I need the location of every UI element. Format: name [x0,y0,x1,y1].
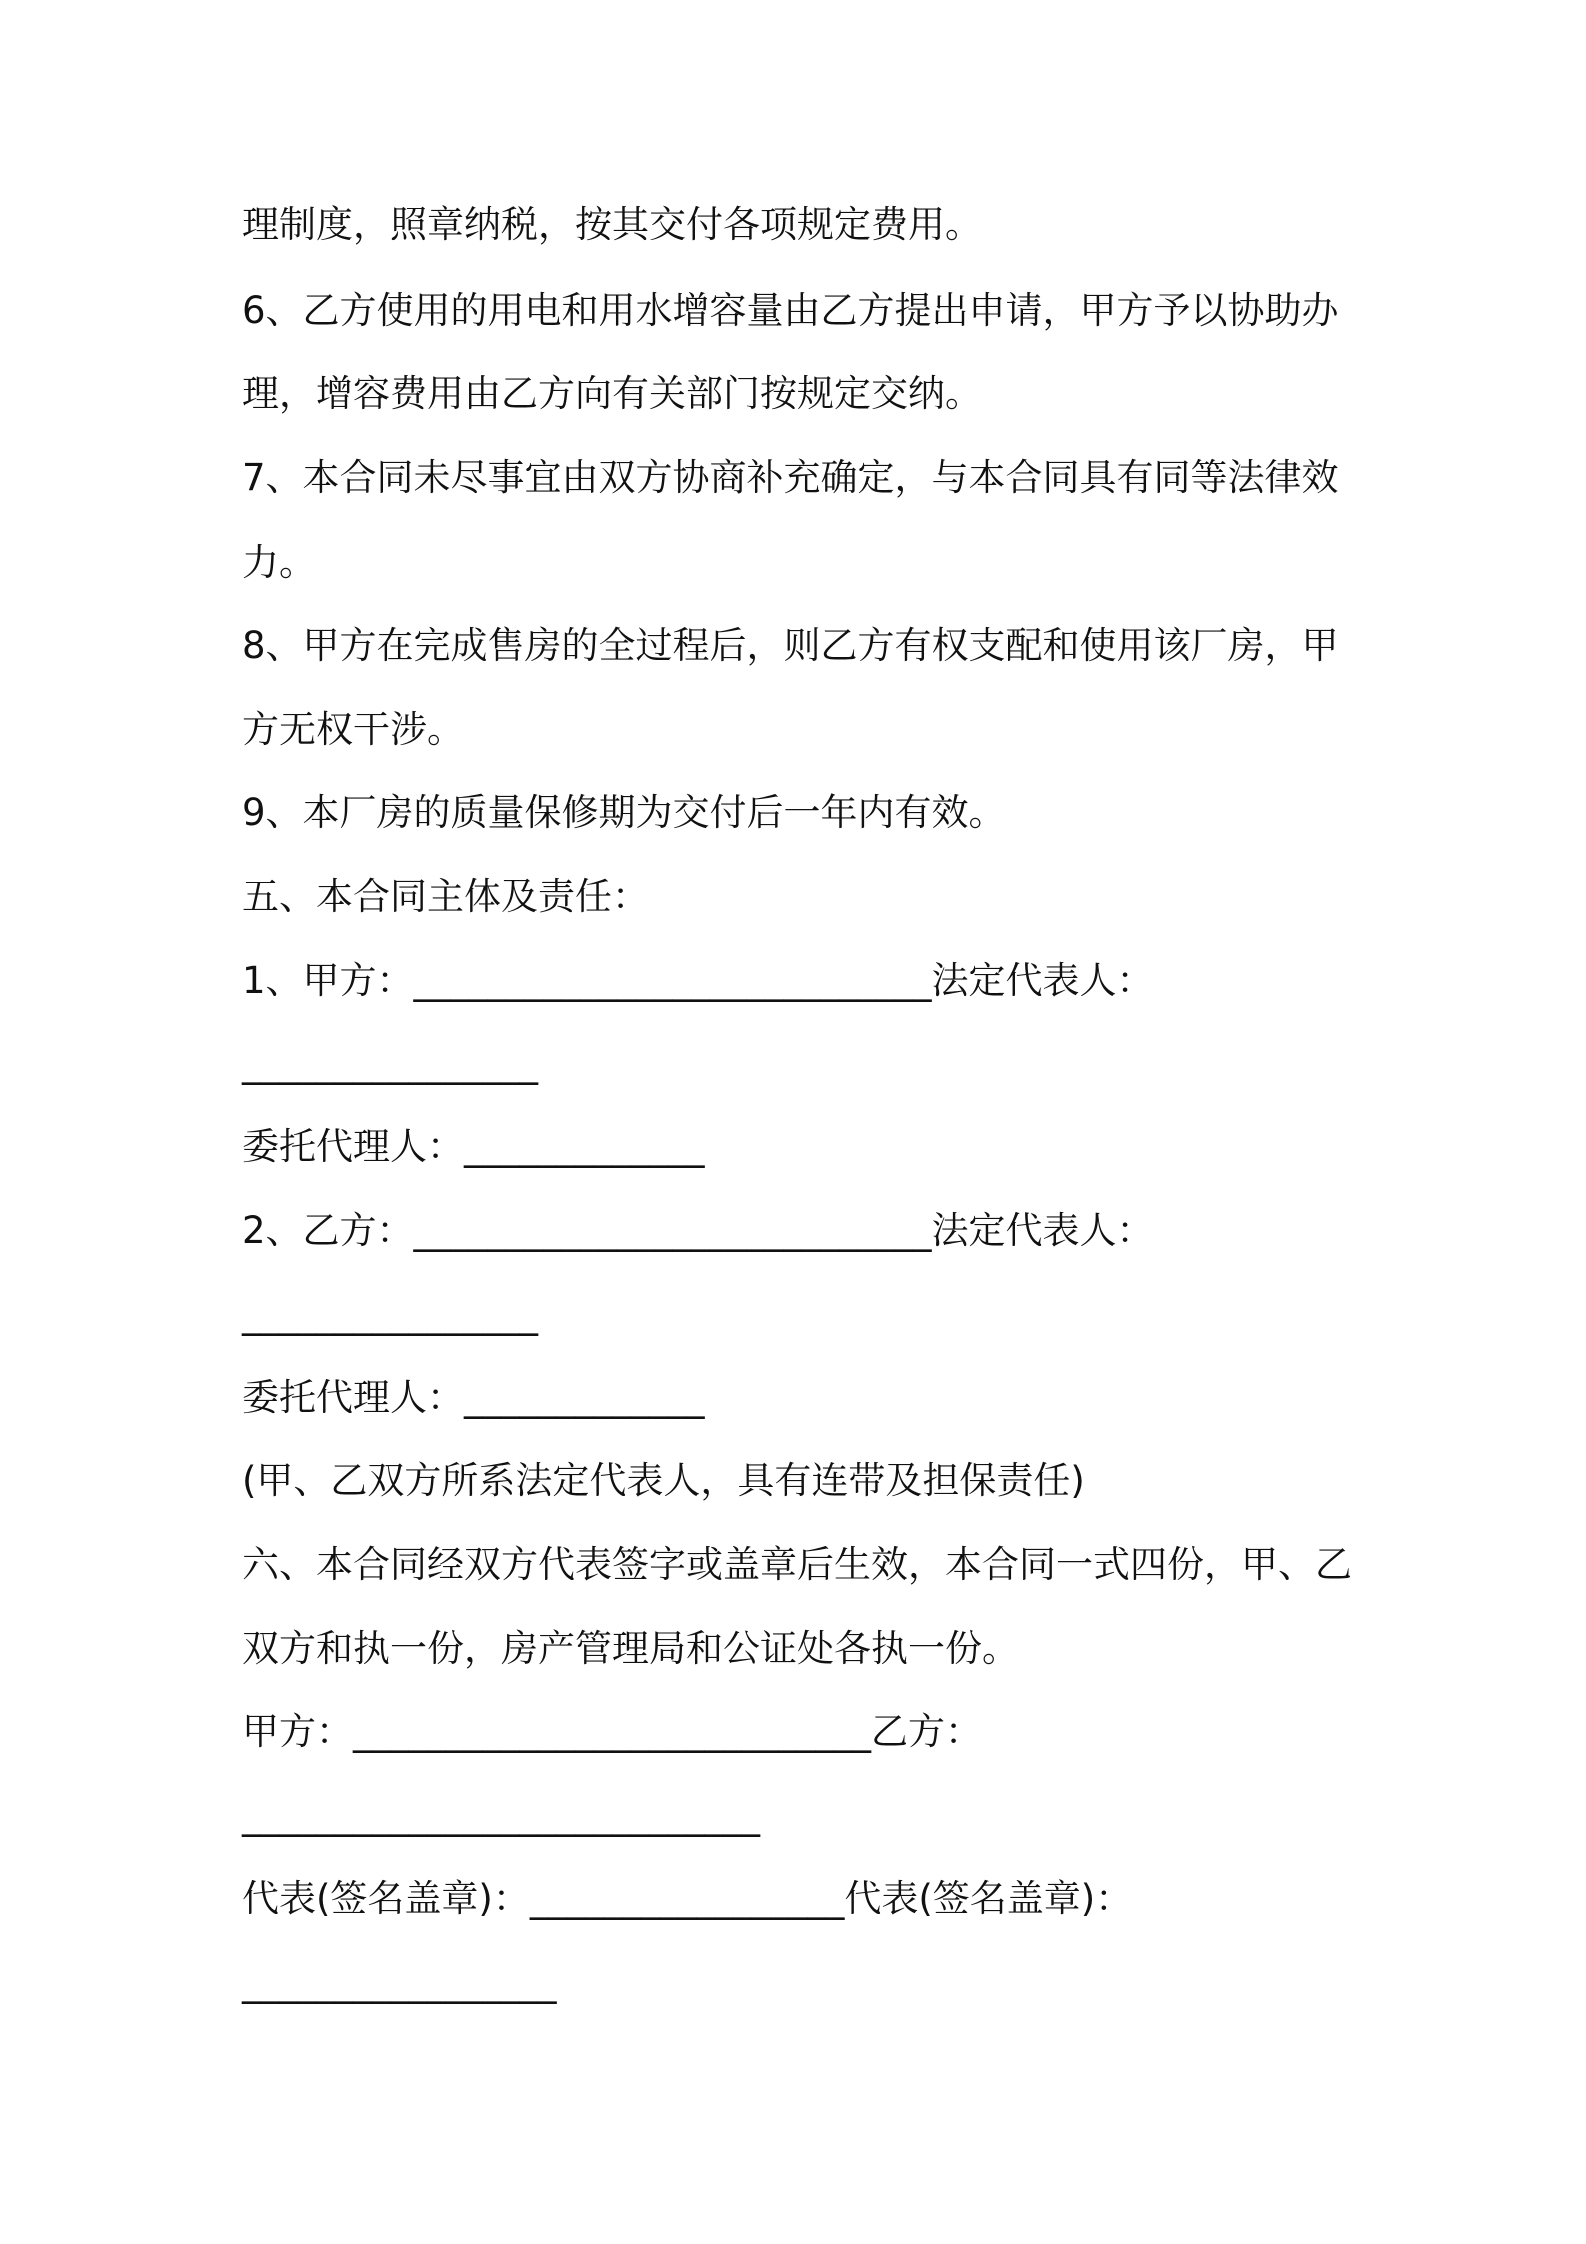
clause-8-line-1: 8、甲方在完成售房的全过程后，则乙方有权支配和使用该厂房，甲 [242,624,1339,667]
party-a-agent: 委托代理人：_____________ [242,1125,705,1168]
party-b-agent: 委托代理人：_____________ [242,1376,705,1419]
signature-party-b-blank: ____________________________ [242,1794,760,1837]
signature-rep-b-blank: _________________ [242,1961,557,2004]
section-6-line-2: 双方和执一份，房产管理局和公证处各执一份。 [242,1627,1019,1670]
text-line-1: 理制度，照章纳税，按其交付各项规定费用。 [242,203,982,246]
section-5-heading: 五、本合同主体及责任： [242,875,649,918]
clause-8-line-2: 方无权干涉。 [242,708,464,751]
clause-9: 9、本厂房的质量保修期为交付后一年内有效。 [242,791,1006,834]
party-b-rep-blank: ________________ [242,1293,538,1336]
clause-7-line-2: 力。 [242,541,316,584]
liability-note: (甲、乙双方所系法定代表人，具有连带及担保责任) [242,1459,1085,1502]
clause-6-line-1: 6、乙方使用的用电和用水增容量由乙方提出申请，甲方予以协助办 [242,289,1339,332]
signature-parties: 甲方：____________________________乙方： [242,1710,982,1753]
clause-6-line-2: 理，增容费用由乙方向有关部门按规定交纳。 [242,372,982,415]
party-a-rep-blank: ________________ [242,1042,538,1085]
signature-reps: 代表(签名盖章)：_________________代表(签名盖章)： [242,1877,1133,1920]
section-6-line-1: 六、本合同经双方代表签字或盖章后生效，本合同一式四份，甲、乙 [242,1543,1352,1586]
party-b-line: 2、乙方：____________________________法定代表人： [242,1209,1154,1252]
party-a-line: 1、甲方：____________________________法定代表人： [242,959,1154,1002]
clause-7-line-1: 7、本合同未尽事宜由双方协商补充确定，与本合同具有同等法律效 [242,456,1339,499]
